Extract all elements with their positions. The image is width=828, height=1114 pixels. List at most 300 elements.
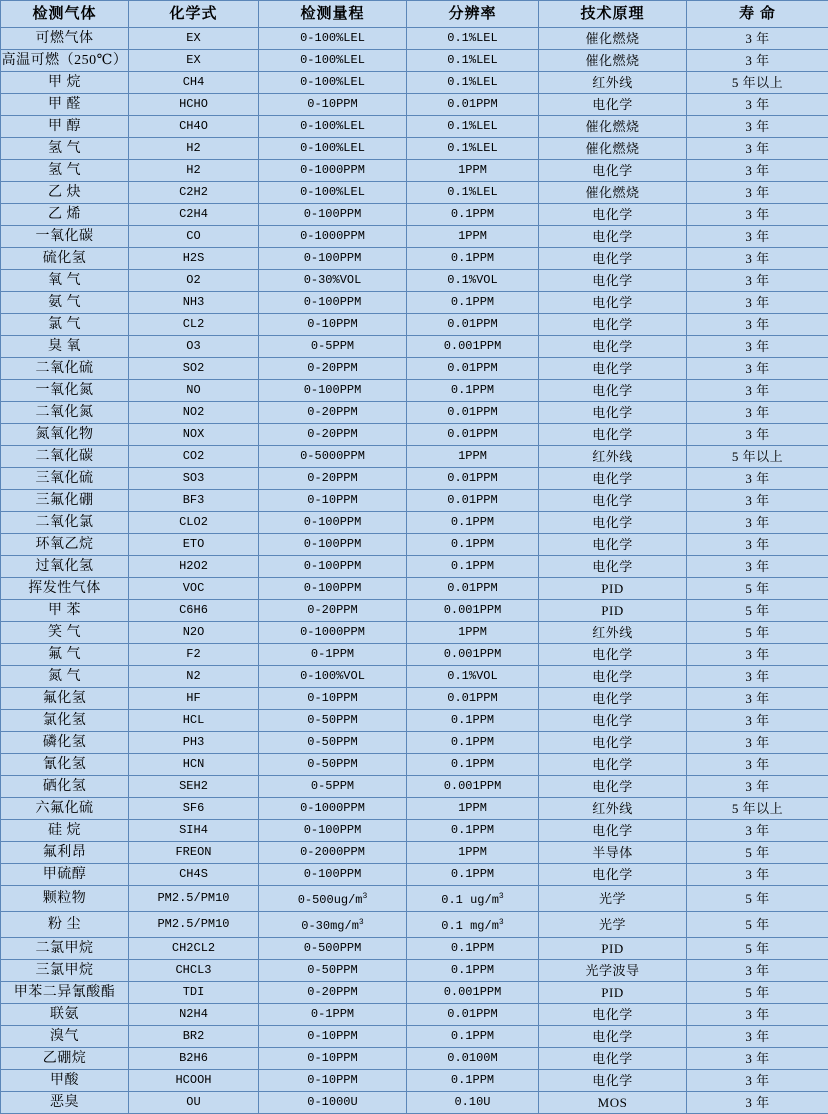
- table-row: [1, 982, 828, 1004]
- cell-range: 0-100%LEL: [259, 116, 407, 138]
- cell-technology: 电化学: [539, 314, 687, 336]
- cell-technology: 电化学: [539, 94, 687, 116]
- cell-technology: 电化学: [539, 468, 687, 490]
- cell-resolution: 0.001PPM: [407, 644, 539, 666]
- cell-resolution: 0.1PPM: [407, 248, 539, 270]
- cell-technology: 电化学: [539, 688, 687, 710]
- cell-gas: 氰化氢: [1, 754, 129, 776]
- cell-resolution: 0.01PPM: [407, 358, 539, 380]
- cell-lifetime: 3 年: [687, 512, 828, 534]
- cell-resolution: 0.01PPM: [407, 1004, 539, 1026]
- cell-formula: HCN: [129, 754, 259, 776]
- cell-technology: 电化学: [539, 754, 687, 776]
- cell-resolution: 0.1%LEL: [407, 50, 539, 72]
- cell-gas: 一氧化碳: [1, 226, 129, 248]
- cell-gas: 二氧化硫: [1, 358, 129, 380]
- cell-lifetime: 3 年: [687, 754, 828, 776]
- cell-formula: PM2.5/PM10: [129, 886, 259, 912]
- cell-formula: CL2: [129, 314, 259, 336]
- cell-lifetime: 3 年: [687, 1070, 828, 1092]
- cell-technology: 电化学: [539, 1070, 687, 1092]
- cell-lifetime: 3 年: [687, 424, 828, 446]
- cell-resolution: 0.01PPM: [407, 424, 539, 446]
- cell-resolution: 0.1%LEL: [407, 182, 539, 204]
- cell-technology: 光学: [539, 886, 687, 912]
- cell-resolution: 0.1%VOL: [407, 270, 539, 292]
- cell-lifetime: 3 年: [687, 776, 828, 798]
- column-header-formula: 化学式: [129, 1, 259, 28]
- table-row: [1, 380, 828, 402]
- table-row: [1, 402, 828, 424]
- cell-range: 0-100%LEL: [259, 72, 407, 94]
- cell-formula: SO2: [129, 358, 259, 380]
- cell-range: 0-50PPM: [259, 732, 407, 754]
- cell-formula: VOC: [129, 578, 259, 600]
- cell-gas: 挥发性气体: [1, 578, 129, 600]
- cell-resolution: 0.001PPM: [407, 336, 539, 358]
- cell-resolution: 0.1PPM: [407, 820, 539, 842]
- table-row: [1, 754, 828, 776]
- table-row: [1, 358, 828, 380]
- cell-range: 0-5PPM: [259, 776, 407, 798]
- cell-lifetime: 5 年: [687, 622, 828, 644]
- cell-lifetime: 5 年: [687, 982, 828, 1004]
- cell-lifetime: 3 年: [687, 1092, 828, 1114]
- cell-range: 0-2000PPM: [259, 842, 407, 864]
- cell-resolution: 0.01PPM: [407, 490, 539, 512]
- cell-technology: 电化学: [539, 732, 687, 754]
- cell-gas: 甲 醇: [1, 116, 129, 138]
- cell-resolution: 0.1%LEL: [407, 72, 539, 94]
- cell-gas: 氮氧化物: [1, 424, 129, 446]
- cell-range: 0-10PPM: [259, 1026, 407, 1048]
- cell-resolution: 1PPM: [407, 226, 539, 248]
- cell-resolution: 0.1PPM: [407, 556, 539, 578]
- cell-resolution: 0.1%LEL: [407, 116, 539, 138]
- cell-lifetime: 3 年: [687, 270, 828, 292]
- cell-resolution: 0.01PPM: [407, 314, 539, 336]
- cell-range: 0-100%LEL: [259, 28, 407, 50]
- table-row: [1, 292, 828, 314]
- cell-range: 0-100%LEL: [259, 50, 407, 72]
- table-row: [1, 1070, 828, 1092]
- cell-technology: 电化学: [539, 1026, 687, 1048]
- cell-gas: 颗粒物: [1, 886, 129, 912]
- cell-range: 0-20PPM: [259, 424, 407, 446]
- cell-lifetime: 3 年: [687, 358, 828, 380]
- cell-resolution: 0.1 $ug/m^3$: [407, 886, 539, 912]
- cell-gas: 氢 气: [1, 160, 129, 182]
- cell-formula: FREON: [129, 842, 259, 864]
- cell-gas: 过氧化氢: [1, 556, 129, 578]
- cell-gas: 三氯甲烷: [1, 960, 129, 982]
- cell-range: 0-10PPM: [259, 688, 407, 710]
- cell-resolution: 0.001PPM: [407, 600, 539, 622]
- cell-lifetime: 3 年: [687, 314, 828, 336]
- table-row: [1, 732, 828, 754]
- cell-gas: 二氧化碳: [1, 446, 129, 468]
- cell-gas: 甲苯二异氰酸酯: [1, 982, 129, 1004]
- cell-resolution: 0.1PPM: [407, 864, 539, 886]
- cell-formula: F2: [129, 644, 259, 666]
- cell-gas: 甲酸: [1, 1070, 129, 1092]
- cell-lifetime: 3 年: [687, 94, 828, 116]
- cell-resolution: 0.1PPM: [407, 1026, 539, 1048]
- cell-lifetime: 5 年以上: [687, 446, 828, 468]
- cell-range: $0-30mg/m^3$: [259, 912, 407, 938]
- cell-resolution: 0.1%VOL: [407, 666, 539, 688]
- cell-formula: N2: [129, 666, 259, 688]
- cell-lifetime: 3 年: [687, 160, 828, 182]
- column-header-technology: 技术原理: [539, 1, 687, 28]
- table-row: [1, 226, 828, 248]
- cell-technology: 红外线: [539, 798, 687, 820]
- cell-lifetime: 3 年: [687, 666, 828, 688]
- cell-formula: O2: [129, 270, 259, 292]
- table-header-row: [1, 1, 828, 28]
- cell-technology: 红外线: [539, 72, 687, 94]
- cell-range: 0-1000PPM: [259, 798, 407, 820]
- cell-resolution: 0.01PPM: [407, 402, 539, 424]
- cell-gas: 氨 气: [1, 292, 129, 314]
- cell-lifetime: 3 年: [687, 864, 828, 886]
- table-row: [1, 556, 828, 578]
- table-row: [1, 710, 828, 732]
- column-header-gas: 检测气体: [1, 1, 129, 28]
- cell-lifetime: 3 年: [687, 960, 828, 982]
- cell-range: 0-1000PPM: [259, 226, 407, 248]
- cell-gas: 氟利昂: [1, 842, 129, 864]
- cell-formula: NO: [129, 380, 259, 402]
- table-row: [1, 534, 828, 556]
- cell-gas: 二氯甲烷: [1, 938, 129, 960]
- cell-technology: 电化学: [539, 270, 687, 292]
- cell-resolution: 0.01PPM: [407, 578, 539, 600]
- cell-technology: 电化学: [539, 402, 687, 424]
- cell-formula: B2H6: [129, 1048, 259, 1070]
- cell-technology: 电化学: [539, 666, 687, 688]
- cell-gas: 氟化氢: [1, 688, 129, 710]
- table-row: [1, 1048, 828, 1070]
- cell-lifetime: 3 年: [687, 226, 828, 248]
- cell-range: 0-20PPM: [259, 468, 407, 490]
- table-row: [1, 512, 828, 534]
- table-row: [1, 248, 828, 270]
- cell-technology: 电化学: [539, 248, 687, 270]
- cell-gas: 氯 气: [1, 314, 129, 336]
- cell-gas: 氟 气: [1, 644, 129, 666]
- cell-technology: 电化学: [539, 710, 687, 732]
- cell-range: 0-50PPM: [259, 710, 407, 732]
- cell-lifetime: 3 年: [687, 710, 828, 732]
- cell-resolution: 0.01PPM: [407, 94, 539, 116]
- cell-range: 0-50PPM: [259, 960, 407, 982]
- cell-formula: PM2.5/PM10: [129, 912, 259, 938]
- cell-gas: 甲 烷: [1, 72, 129, 94]
- cell-technology: 电化学: [539, 380, 687, 402]
- cell-technology: 电化学: [539, 644, 687, 666]
- cell-gas: 乙硼烷: [1, 1048, 129, 1070]
- cell-formula: CH2CL2: [129, 938, 259, 960]
- cell-lifetime: 5 年以上: [687, 72, 828, 94]
- cell-technology: 催化燃烧: [539, 182, 687, 204]
- table-row: [1, 50, 828, 72]
- cell-resolution: 0.01PPM: [407, 468, 539, 490]
- cell-gas: 粉 尘: [1, 912, 129, 938]
- cell-gas: 环氧乙烷: [1, 534, 129, 556]
- cell-range: 0-100PPM: [259, 204, 407, 226]
- cell-lifetime: 5 年: [687, 912, 828, 938]
- cell-formula: BF3: [129, 490, 259, 512]
- cell-technology: 光学波导: [539, 960, 687, 982]
- cell-lifetime: 5 年以上: [687, 798, 828, 820]
- cell-formula: PH3: [129, 732, 259, 754]
- table-row: [1, 578, 828, 600]
- cell-resolution: 0.0100M: [407, 1048, 539, 1070]
- column-header-resolution: 分辨率: [407, 1, 539, 28]
- table-row: [1, 1004, 828, 1026]
- cell-formula: CHCL3: [129, 960, 259, 982]
- cell-technology: 电化学: [539, 292, 687, 314]
- table-row: [1, 622, 828, 644]
- cell-range: 0-20PPM: [259, 982, 407, 1004]
- cell-technology: 电化学: [539, 556, 687, 578]
- cell-range: 0-10PPM: [259, 94, 407, 116]
- cell-resolution: 0.1PPM: [407, 534, 539, 556]
- cell-formula: CH4S: [129, 864, 259, 886]
- cell-formula: SIH4: [129, 820, 259, 842]
- cell-gas: 笑 气: [1, 622, 129, 644]
- cell-formula: HCL: [129, 710, 259, 732]
- cell-gas: 甲硫醇: [1, 864, 129, 886]
- cell-formula: O3: [129, 336, 259, 358]
- cell-formula: C2H4: [129, 204, 259, 226]
- table-row: [1, 688, 828, 710]
- cell-technology: 光学: [539, 912, 687, 938]
- table-body: [1, 28, 828, 1114]
- cell-resolution: 0.1PPM: [407, 512, 539, 534]
- cell-technology: 电化学: [539, 534, 687, 556]
- cell-lifetime: 5 年: [687, 842, 828, 864]
- cell-range: 0-1PPM: [259, 1004, 407, 1026]
- cell-gas: 六氟化硫: [1, 798, 129, 820]
- cell-formula: SEH2: [129, 776, 259, 798]
- cell-resolution: 0.1%LEL: [407, 138, 539, 160]
- cell-resolution: 0.1PPM: [407, 1070, 539, 1092]
- table-row: [1, 864, 828, 886]
- cell-range: 0-100PPM: [259, 512, 407, 534]
- cell-technology: 电化学: [539, 864, 687, 886]
- table-row: [1, 842, 828, 864]
- cell-range: 0-1000PPM: [259, 622, 407, 644]
- cell-gas: 氯化氢: [1, 710, 129, 732]
- cell-formula: NH3: [129, 292, 259, 314]
- cell-gas: 磷化氢: [1, 732, 129, 754]
- cell-range: 0-50PPM: [259, 754, 407, 776]
- cell-formula: HCOOH: [129, 1070, 259, 1092]
- cell-formula: N2H4: [129, 1004, 259, 1026]
- cell-technology: 电化学: [539, 424, 687, 446]
- cell-range: 0-100PPM: [259, 556, 407, 578]
- cell-formula: EX: [129, 28, 259, 50]
- cell-gas: 联氨: [1, 1004, 129, 1026]
- cell-gas: 三氧化硫: [1, 468, 129, 490]
- cell-range: 0-20PPM: [259, 358, 407, 380]
- cell-resolution: 0.1PPM: [407, 204, 539, 226]
- cell-technology: 红外线: [539, 446, 687, 468]
- cell-resolution: 1PPM: [407, 160, 539, 182]
- table-row: [1, 644, 828, 666]
- cell-lifetime: 5 年: [687, 886, 828, 912]
- cell-range: 0-100%LEL: [259, 182, 407, 204]
- cell-lifetime: 3 年: [687, 204, 828, 226]
- cell-formula: BR2: [129, 1026, 259, 1048]
- cell-gas: 可燃气体: [1, 28, 129, 50]
- table-row: [1, 336, 828, 358]
- cell-formula: SO3: [129, 468, 259, 490]
- cell-technology: 电化学: [539, 1004, 687, 1026]
- cell-technology: 电化学: [539, 204, 687, 226]
- cell-range: 0-100%VOL: [259, 666, 407, 688]
- cell-range: 0-500PPM: [259, 938, 407, 960]
- cell-resolution: 0.1PPM: [407, 938, 539, 960]
- cell-formula: CO2: [129, 446, 259, 468]
- cell-lifetime: 3 年: [687, 50, 828, 72]
- cell-range: 0-1000U: [259, 1092, 407, 1114]
- cell-range: 0-20PPM: [259, 600, 407, 622]
- cell-technology: 电化学: [539, 820, 687, 842]
- cell-gas: 高温可燃（250℃）: [1, 50, 129, 72]
- table-row: [1, 468, 828, 490]
- cell-formula: N2O: [129, 622, 259, 644]
- cell-technology: 电化学: [539, 1048, 687, 1070]
- table-row: [1, 28, 828, 50]
- cell-range: 0-10PPM: [259, 490, 407, 512]
- table-row: [1, 820, 828, 842]
- cell-gas: 二氧化氮: [1, 402, 129, 424]
- cell-technology: PID: [539, 938, 687, 960]
- cell-formula: CLO2: [129, 512, 259, 534]
- cell-technology: PID: [539, 600, 687, 622]
- cell-lifetime: 3 年: [687, 688, 828, 710]
- cell-lifetime: 3 年: [687, 1048, 828, 1070]
- cell-lifetime: 3 年: [687, 116, 828, 138]
- table-row: [1, 886, 828, 912]
- table-row: [1, 776, 828, 798]
- cell-formula: NO2: [129, 402, 259, 424]
- cell-technology: MOS: [539, 1092, 687, 1114]
- cell-resolution: 0.1PPM: [407, 960, 539, 982]
- cell-gas: 二氧化氯: [1, 512, 129, 534]
- table-row: [1, 600, 828, 622]
- cell-range: 0-10PPM: [259, 314, 407, 336]
- cell-lifetime: 3 年: [687, 644, 828, 666]
- cell-technology: PID: [539, 982, 687, 1004]
- cell-lifetime: 3 年: [687, 292, 828, 314]
- table-row: [1, 960, 828, 982]
- cell-formula: ETO: [129, 534, 259, 556]
- cell-lifetime: 3 年: [687, 138, 828, 160]
- cell-gas: 甲 苯: [1, 600, 129, 622]
- cell-gas: 一氧化氮: [1, 380, 129, 402]
- cell-resolution: 0.1PPM: [407, 732, 539, 754]
- table-row: [1, 446, 828, 468]
- cell-formula: SF6: [129, 798, 259, 820]
- cell-lifetime: 5 年: [687, 578, 828, 600]
- cell-range: 0-1000PPM: [259, 160, 407, 182]
- cell-technology: 催化燃烧: [539, 28, 687, 50]
- cell-range: 0-10PPM: [259, 1048, 407, 1070]
- cell-resolution: 1PPM: [407, 446, 539, 468]
- cell-gas: 三氟化硼: [1, 490, 129, 512]
- cell-resolution: 0.01PPM: [407, 688, 539, 710]
- cell-range: 0-5000PPM: [259, 446, 407, 468]
- cell-technology: 电化学: [539, 490, 687, 512]
- cell-range: 0-1PPM: [259, 644, 407, 666]
- table-row: [1, 204, 828, 226]
- cell-formula: EX: [129, 50, 259, 72]
- cell-gas: 硒化氢: [1, 776, 129, 798]
- cell-gas: 乙 烯: [1, 204, 129, 226]
- table-row: [1, 94, 828, 116]
- table-row: [1, 116, 828, 138]
- cell-range: 0-100PPM: [259, 578, 407, 600]
- cell-range: 0-100PPM: [259, 820, 407, 842]
- cell-gas: 恶臭: [1, 1092, 129, 1114]
- cell-formula: H2: [129, 160, 259, 182]
- cell-resolution: 0.001PPM: [407, 982, 539, 1004]
- cell-gas: 硅 烷: [1, 820, 129, 842]
- cell-technology: 电化学: [539, 336, 687, 358]
- cell-lifetime: 3 年: [687, 1026, 828, 1048]
- cell-range: 0-30%VOL: [259, 270, 407, 292]
- table-row: [1, 490, 828, 512]
- table-row: [1, 912, 828, 938]
- cell-range: 0-100PPM: [259, 248, 407, 270]
- cell-lifetime: 3 年: [687, 490, 828, 512]
- table-row: [1, 666, 828, 688]
- cell-lifetime: 3 年: [687, 468, 828, 490]
- cell-range: $0-500ug/m^3$: [259, 886, 407, 912]
- cell-gas: 甲 醛: [1, 94, 129, 116]
- cell-gas: 氮 气: [1, 666, 129, 688]
- cell-range: 0-100PPM: [259, 292, 407, 314]
- cell-lifetime: 3 年: [687, 336, 828, 358]
- cell-resolution: 0.1PPM: [407, 380, 539, 402]
- cell-formula: H2: [129, 138, 259, 160]
- cell-lifetime: 3 年: [687, 182, 828, 204]
- cell-lifetime: 5 年: [687, 938, 828, 960]
- cell-formula: H2O2: [129, 556, 259, 578]
- cell-resolution: 0.1PPM: [407, 754, 539, 776]
- cell-resolution: 1PPM: [407, 622, 539, 644]
- cell-range: 0-100PPM: [259, 864, 407, 886]
- cell-resolution: 1PPM: [407, 798, 539, 820]
- cell-range: 0-20PPM: [259, 402, 407, 424]
- cell-resolution: 0.001PPM: [407, 776, 539, 798]
- cell-technology: 电化学: [539, 358, 687, 380]
- column-header-range: 检测量程: [259, 1, 407, 28]
- table-row: [1, 160, 828, 182]
- column-header-lifetime: 寿 命: [687, 1, 828, 28]
- cell-gas: 溴气: [1, 1026, 129, 1048]
- cell-resolution: 0.1 $mg/m^3$: [407, 912, 539, 938]
- cell-formula: HCHO: [129, 94, 259, 116]
- table-row: [1, 424, 828, 446]
- table-row: [1, 314, 828, 336]
- cell-lifetime: 3 年: [687, 534, 828, 556]
- cell-lifetime: 3 年: [687, 248, 828, 270]
